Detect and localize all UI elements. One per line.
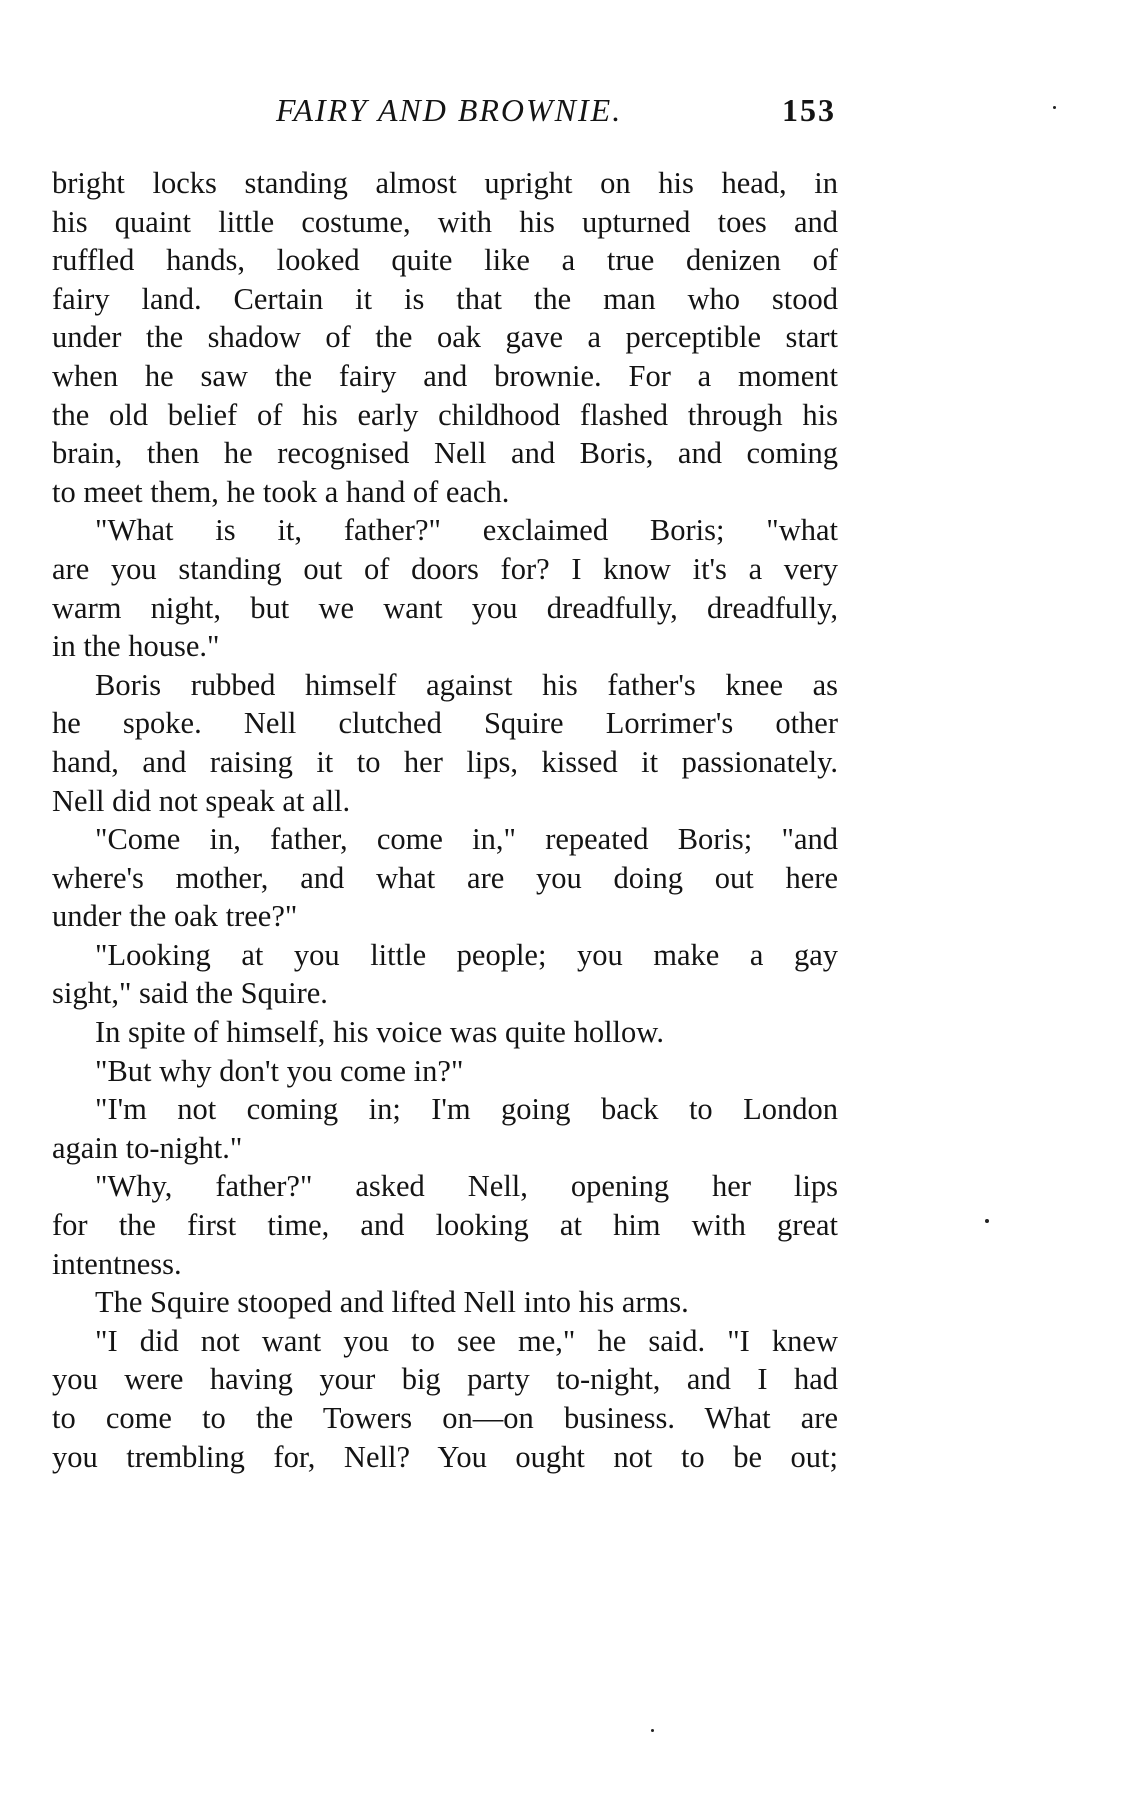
text-line: "Come in, father, come in," repeated Boris; "and <box>95 822 838 857</box>
print-speck <box>1053 106 1056 109</box>
text-line: for the first time, and looking at him with great <box>52 1208 838 1243</box>
text-line: "I did not want you to see me," he said. "I knew <box>95 1323 838 1358</box>
text-line: "What is it, father?" exclaimed Boris; "what <box>95 513 838 548</box>
text-line: brain, then he recognised Nell and Boris, and coming <box>52 436 838 471</box>
text-line: the old belief of his early childhood flashed through his <box>52 397 838 432</box>
running-header <box>56 92 836 140</box>
print-speck <box>651 1729 654 1732</box>
text-line: fairy land. Certain it is that the man who stood <box>52 281 838 316</box>
text-line: ruffled hands, looked quite like a true denizen of <box>52 243 838 278</box>
print-speck <box>985 1219 989 1223</box>
text-line: Boris rubbed himself against his father's knee as <box>95 667 838 702</box>
text-line: "But why don't you come in?" <box>95 1053 464 1088</box>
text-line: "Looking at you little people; you make a gay <box>95 937 838 972</box>
text-line: hand, and raising it to her lips, kissed it passionately. <box>52 744 838 779</box>
text-line: In spite of himself, his voice was quite hollow. <box>95 1015 664 1050</box>
text-line: "I'm not coming in; I'm going back to London <box>95 1092 838 1127</box>
text-line: Nell did not speak at all. <box>52 783 351 818</box>
text-line: bright locks standing almost upright on his head, in <box>52 166 838 200</box>
running-title: FAIRY AND BROWNIE. <box>276 92 623 128</box>
text-line: intentness. <box>52 1246 182 1281</box>
text-line: under the oak tree?" <box>52 899 298 934</box>
text-line: to come to the Towers on—on business. What are <box>52 1401 838 1435</box>
page-number: 153 <box>782 92 836 128</box>
text-line: when he saw the fairy and brownie. For a moment <box>52 358 838 393</box>
text-line: under the shadow of the oak gave a perceptible start <box>52 320 838 355</box>
text-line: The Squire stooped and lifted Nell into his arms. <box>95 1285 689 1320</box>
text-line: are you standing out of doors for? I know it's a very <box>52 551 838 586</box>
text-line: you trembling for, Nell? You ought not to be out; <box>52 1439 838 1474</box>
text-line: again to-night." <box>52 1130 243 1165</box>
text-line: sight," said the Squire. <box>52 976 328 1011</box>
text-line: warm night, but we want you dreadfully, dreadfully, <box>52 590 838 625</box>
text-line: his quaint little costume, with his upturned toes and <box>52 204 838 239</box>
text-line: "Why, father?" asked Nell, opening her lips <box>95 1169 838 1204</box>
body-text <box>52 164 838 1476</box>
text-line: you were having your big party to-night, and I had <box>52 1362 838 1397</box>
text-line: in the house." <box>52 629 220 664</box>
text-line: where's mother, and what are you doing out here <box>52 860 838 895</box>
text-line: he spoke. Nell clutched Squire Lorrimer's other <box>52 706 838 741</box>
text-line: to meet them, he took a hand of each. <box>52 474 510 509</box>
